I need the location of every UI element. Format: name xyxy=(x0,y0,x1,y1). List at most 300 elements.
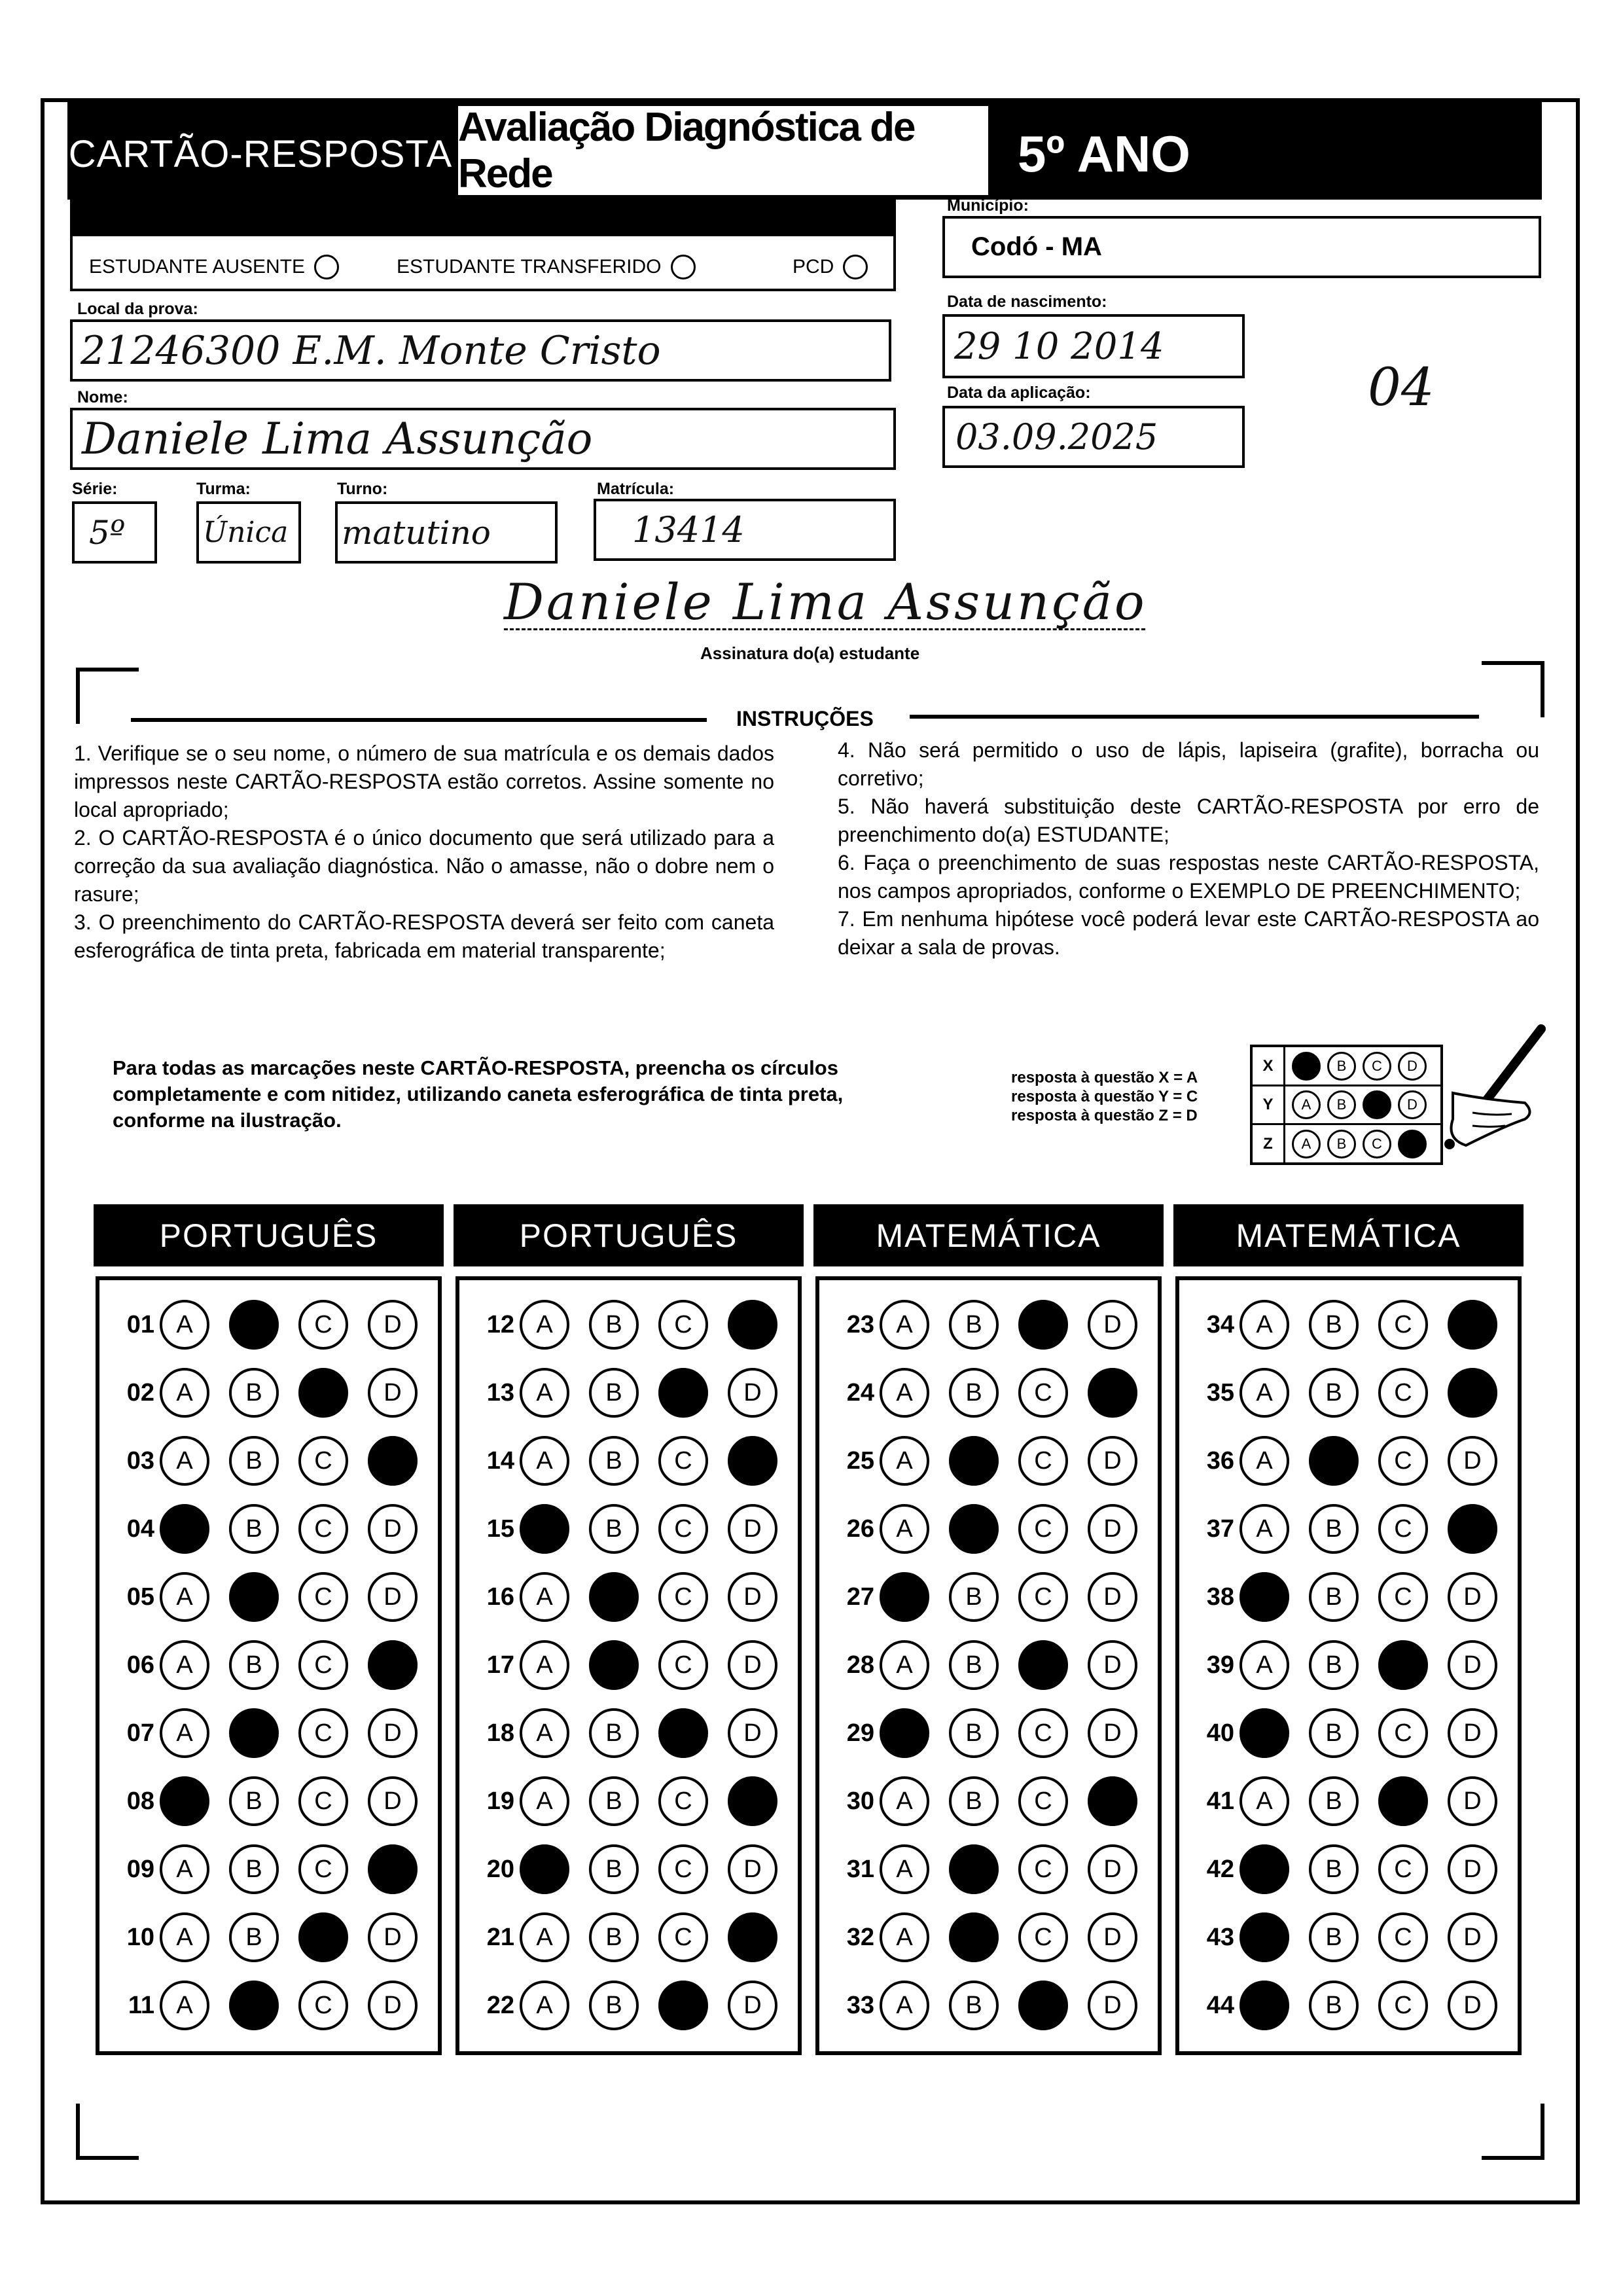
answer-bubble-b[interactable] xyxy=(949,1844,999,1894)
answer-bubble-d[interactable]: D xyxy=(728,1572,777,1622)
answer-bubble-d[interactable] xyxy=(728,1300,777,1350)
matricula-field[interactable] xyxy=(594,499,896,561)
answer-bubble-b[interactable]: B xyxy=(229,1436,279,1486)
nascimento-value: 29 10 2014 xyxy=(954,325,1164,368)
answer-bubble-d[interactable]: D xyxy=(1088,1572,1137,1622)
answer-bubble-c[interactable]: C xyxy=(1018,1708,1068,1758)
question-row xyxy=(1192,1300,1517,1350)
question-row xyxy=(1192,1981,1517,2030)
answer-bubble-b[interactable]: B xyxy=(1309,1981,1359,2030)
answer-bubble-d[interactable] xyxy=(1448,1300,1497,1350)
answer-bubble-a[interactable]: A xyxy=(520,1912,569,1962)
answer-bubble-c[interactable]: C xyxy=(1018,1504,1068,1554)
question-number: 11 xyxy=(128,1991,154,2019)
answer-bubble-a[interactable]: A xyxy=(880,1912,929,1962)
answer-bubble-b[interactable]: B xyxy=(229,1776,279,1826)
question-number: 24 xyxy=(846,1378,874,1407)
answer-bubble-b[interactable]: B xyxy=(589,1844,639,1894)
instructions-rule-left xyxy=(131,718,707,722)
answer-bubble-d[interactable]: D xyxy=(1088,1912,1137,1962)
answer-bubble-d[interactable]: D xyxy=(368,1572,418,1622)
question-row xyxy=(473,1640,797,1690)
question-number: 13 xyxy=(486,1378,514,1407)
answer-bubble-b[interactable]: B xyxy=(589,1368,639,1418)
question-row xyxy=(113,1640,437,1690)
answer-bubble-c[interactable]: C xyxy=(1378,1436,1428,1486)
transferred-radio[interactable] xyxy=(671,255,696,279)
answer-bubble-a[interactable] xyxy=(160,1776,209,1826)
answer-bubble-c[interactable]: C xyxy=(298,1504,348,1554)
question-row xyxy=(113,1912,437,1962)
handwritten-mark: 04 xyxy=(1368,357,1435,418)
answer-bubble-d[interactable] xyxy=(368,1436,418,1486)
answer-bubble-a[interactable]: A xyxy=(880,1776,929,1826)
question-number: 19 xyxy=(486,1787,514,1815)
nome-label: Nome: xyxy=(77,388,128,406)
answer-bubble-a[interactable]: A xyxy=(520,1640,569,1690)
question-number: 07 xyxy=(126,1719,154,1747)
answer-bubble-b[interactable] xyxy=(229,1981,279,2030)
answer-bubble-a[interactable]: A xyxy=(880,1640,929,1690)
answer-bubble-c[interactable]: C xyxy=(298,1981,348,2030)
question-number: 06 xyxy=(126,1651,154,1679)
answer-bubble-c[interactable]: C xyxy=(1378,1300,1428,1350)
example-bubble-c: C xyxy=(1363,1130,1391,1158)
answer-bubble-c[interactable] xyxy=(658,1708,708,1758)
question-row xyxy=(832,1368,1157,1418)
question-row xyxy=(473,1912,797,1962)
answer-bubble-b[interactable]: B xyxy=(949,1300,999,1350)
answer-bubble-b[interactable]: B xyxy=(589,1708,639,1758)
answer-bubble-d[interactable]: D xyxy=(368,1708,418,1758)
question-row xyxy=(113,1708,437,1758)
answer-bubble-c[interactable]: C xyxy=(298,1708,348,1758)
answer-bubble-a[interactable]: A xyxy=(160,1572,209,1622)
status-bar xyxy=(73,202,893,236)
answer-bubble-c[interactable]: C xyxy=(658,1504,708,1554)
answer-bubble-a[interactable]: A xyxy=(1240,1368,1289,1418)
answer-bubble-c[interactable]: C xyxy=(1018,1572,1068,1622)
answer-bubble-b[interactable]: B xyxy=(229,1504,279,1554)
answer-bubble-b[interactable]: B xyxy=(589,1776,639,1826)
pen-hand-icon xyxy=(1427,1021,1558,1152)
answer-bubble-a[interactable]: A xyxy=(1240,1504,1289,1554)
answer-bubble-b[interactable]: B xyxy=(949,1368,999,1418)
answer-bubble-b[interactable]: B xyxy=(949,1572,999,1622)
answer-bubble-c[interactable]: C xyxy=(298,1572,348,1622)
answer-bubble-c[interactable] xyxy=(298,1912,348,1962)
status-box xyxy=(70,200,896,291)
answer-bubble-b[interactable]: B xyxy=(589,1912,639,1962)
example-row xyxy=(1253,1086,1440,1125)
subject-panel xyxy=(455,1276,802,2055)
answer-bubble-c[interactable] xyxy=(1018,1640,1068,1690)
answer-bubble-b[interactable]: B xyxy=(229,1640,279,1690)
answer-bubble-d[interactable]: D xyxy=(728,1640,777,1690)
answer-bubble-d[interactable] xyxy=(1448,1368,1497,1418)
question-row xyxy=(473,1776,797,1826)
answer-bubble-d[interactable] xyxy=(1088,1368,1137,1418)
question-number: 05 xyxy=(126,1583,154,1611)
answer-bubble-b[interactable] xyxy=(589,1572,639,1622)
subject-panel xyxy=(815,1276,1162,2055)
answer-bubble-d[interactable]: D xyxy=(1088,1640,1137,1690)
question-row xyxy=(832,1300,1157,1350)
answer-bubble-d[interactable]: D xyxy=(1088,1504,1137,1554)
answer-bubble-c[interactable]: C xyxy=(658,1572,708,1622)
answer-bubble-a[interactable] xyxy=(520,1504,569,1554)
answer-bubble-d[interactable] xyxy=(368,1640,418,1690)
answer-bubble-b[interactable] xyxy=(229,1300,279,1350)
answer-bubble-c[interactable] xyxy=(658,1368,708,1418)
question-row xyxy=(832,1504,1157,1554)
question-number: 41 xyxy=(1206,1787,1234,1815)
answer-bubble-c[interactable]: C xyxy=(1378,1708,1428,1758)
turno-label: Turno: xyxy=(337,480,388,498)
answer-bubble-b[interactable]: B xyxy=(589,1436,639,1486)
question-row xyxy=(113,1572,437,1622)
question-number: 31 xyxy=(846,1855,874,1883)
answer-bubble-a[interactable]: A xyxy=(1240,1640,1289,1690)
answer-bubble-a[interactable]: A xyxy=(520,1776,569,1826)
answer-bubble-c[interactable]: C xyxy=(658,1300,708,1350)
question-number: 43 xyxy=(1206,1923,1234,1951)
instruction-item: 2. O CARTÃO-RESPOSTA é o único documento que será utilizado para a correção da sua avaliação diagnóstica. Não o amasse, não o dobre nem o rasure; xyxy=(74,826,774,906)
instructions-right xyxy=(838,736,1539,961)
answer-bubble-b[interactable]: B xyxy=(229,1912,279,1962)
answer-bubble-d[interactable]: D xyxy=(728,1368,777,1418)
transferred-label: ESTUDANTE TRANSFERIDO xyxy=(397,256,662,278)
answer-bubble-c[interactable]: C xyxy=(658,1844,708,1894)
answer-bubble-a[interactable] xyxy=(880,1708,929,1758)
answer-bubble-d[interactable]: D xyxy=(368,1300,418,1350)
question-number: 22 xyxy=(486,1991,514,2019)
answer-bubble-d[interactable] xyxy=(1448,1504,1497,1554)
answer-bubble-a[interactable]: A xyxy=(1240,1776,1289,1826)
local-label: Local da prova: xyxy=(77,300,198,318)
answer-bubble-d[interactable]: D xyxy=(728,1844,777,1894)
example-grid xyxy=(1250,1045,1443,1165)
nascimento-field[interactable] xyxy=(942,314,1245,378)
answer-bubble-d[interactable]: D xyxy=(368,1981,418,2030)
answer-bubble-a[interactable] xyxy=(1240,1572,1289,1622)
example-bubble-b: B xyxy=(1327,1090,1356,1119)
nascimento-label: Data de nascimento: xyxy=(947,293,1107,311)
answer-bubble-a[interactable]: A xyxy=(520,1300,569,1350)
question-number: 28 xyxy=(846,1651,874,1679)
example-bubble-d: D xyxy=(1398,1052,1427,1081)
turno-field[interactable] xyxy=(335,501,558,564)
answer-bubble-b[interactable]: B xyxy=(1309,1368,1359,1418)
answer-bubble-a[interactable] xyxy=(520,1844,569,1894)
answer-bubble-c[interactable]: C xyxy=(1378,1844,1428,1894)
answer-bubble-a[interactable]: A xyxy=(160,1640,209,1690)
instruction-item: 4. Não será permitido o uso de lápis, lapiseira (grafite), borracha ou corretivo; xyxy=(838,738,1539,790)
local-field[interactable] xyxy=(70,319,891,382)
answer-bubble-d[interactable]: D xyxy=(1448,1844,1497,1894)
answer-bubble-d[interactable]: D xyxy=(368,1776,418,1826)
answer-bubble-d[interactable]: D xyxy=(368,1504,418,1554)
answer-bubble-b[interactable]: B xyxy=(1309,1844,1359,1894)
answer-bubble-c[interactable]: C xyxy=(1018,1436,1068,1486)
answer-bubble-d[interactable] xyxy=(728,1776,777,1826)
answer-bubble-a[interactable]: A xyxy=(1240,1436,1289,1486)
answer-bubble-c[interactable]: C xyxy=(298,1640,348,1690)
question-number: 39 xyxy=(1206,1651,1234,1679)
answer-bubble-b[interactable] xyxy=(1309,1436,1359,1486)
answer-bubble-c[interactable] xyxy=(1378,1776,1428,1826)
answer-bubble-d[interactable]: D xyxy=(728,1981,777,2030)
example-row xyxy=(1253,1124,1440,1164)
answer-bubble-b[interactable]: B xyxy=(229,1368,279,1418)
answer-bubble-d[interactable] xyxy=(1088,1776,1137,1826)
signature: Daniele Lima Assunção xyxy=(504,573,1147,631)
answer-bubble-d[interactable]: D xyxy=(1448,1981,1497,2030)
answer-bubble-a[interactable]: A xyxy=(520,1708,569,1758)
question-row xyxy=(1192,1708,1517,1758)
answer-bubble-a[interactable] xyxy=(160,1504,209,1554)
answer-bubble-b[interactable]: B xyxy=(1309,1504,1359,1554)
question-number: 09 xyxy=(126,1855,154,1883)
answer-bubble-d[interactable]: D xyxy=(728,1708,777,1758)
subject-header: MATEMÁTICA xyxy=(813,1204,1164,1266)
question-row xyxy=(1192,1572,1517,1622)
answer-bubble-c[interactable] xyxy=(658,1981,708,2030)
example-question-label: Y xyxy=(1253,1086,1285,1123)
answer-bubble-a[interactable]: A xyxy=(880,1981,929,2030)
example-bubble-a: A xyxy=(1292,1130,1321,1158)
absent-radio[interactable] xyxy=(314,255,339,279)
pcd-option[interactable] xyxy=(793,255,868,279)
example-bubble-c xyxy=(1363,1090,1391,1119)
answer-bubble-c[interactable]: C xyxy=(658,1912,708,1962)
serie-value: 5º xyxy=(89,513,126,552)
answer-bubble-d[interactable]: D xyxy=(368,1368,418,1418)
question-row xyxy=(1192,1844,1517,1894)
answer-bubble-d[interactable] xyxy=(728,1912,777,1962)
answer-bubble-a[interactable]: A xyxy=(160,1844,209,1894)
subject-header: PORTUGUÊS xyxy=(454,1204,804,1266)
instructions-left xyxy=(74,740,774,965)
question-row xyxy=(473,1572,797,1622)
card-title: CARTÃO-RESPOSTA xyxy=(68,132,453,175)
question-number: 15 xyxy=(486,1515,514,1543)
answer-bubble-b[interactable]: B xyxy=(1309,1776,1359,1826)
answer-bubble-d[interactable]: D xyxy=(1088,1981,1137,2030)
answer-bubble-c[interactable]: C xyxy=(1378,1368,1428,1418)
answer-bubble-b[interactable]: B xyxy=(229,1844,279,1894)
answer-bubble-c[interactable]: C xyxy=(298,1300,348,1350)
answer-bubble-b[interactable]: B xyxy=(949,1981,999,2030)
corner-top-left xyxy=(76,668,139,724)
question-number: 30 xyxy=(846,1787,874,1815)
answer-bubble-c[interactable]: C xyxy=(1018,1368,1068,1418)
answer-bubble-d[interactable]: D xyxy=(728,1504,777,1554)
answer-bubble-b[interactable] xyxy=(229,1708,279,1758)
answer-bubble-d[interactable]: D xyxy=(1448,1640,1497,1690)
answer-bubble-c[interactable]: C xyxy=(658,1436,708,1486)
question-number: 38 xyxy=(1206,1583,1234,1611)
instruction-item: 6. Faça o preenchimento de suas respostas neste CARTÃO-RESPOSTA, nos campos apropriados, conforme o EXEMPLO DE PREENCHIMENTO; xyxy=(838,851,1539,903)
transferred-option[interactable] xyxy=(397,255,696,279)
question-number: 23 xyxy=(846,1310,874,1338)
question-row xyxy=(113,1300,437,1350)
answer-bubble-b[interactable]: B xyxy=(949,1776,999,1826)
answer-bubble-b[interactable]: B xyxy=(589,1981,639,2030)
turma-field[interactable] xyxy=(196,501,301,564)
answer-bubble-a[interactable]: A xyxy=(520,1436,569,1486)
answer-bubble-a[interactable]: A xyxy=(880,1300,929,1350)
example-bubble-b: B xyxy=(1327,1130,1356,1158)
answer-bubble-b[interactable]: B xyxy=(1309,1708,1359,1758)
answer-bubble-c[interactable] xyxy=(298,1368,348,1418)
answer-bubble-c[interactable]: C xyxy=(1378,1572,1428,1622)
subject-header: PORTUGUÊS xyxy=(94,1204,444,1266)
answer-bubble-a[interactable]: A xyxy=(160,1300,209,1350)
example-question-label: X xyxy=(1253,1047,1285,1085)
instructions-title: INSTRUÇÕES xyxy=(736,707,874,730)
question-row xyxy=(473,1844,797,1894)
answer-bubble-a[interactable]: A xyxy=(880,1844,929,1894)
question-number: 12 xyxy=(486,1310,514,1338)
answer-bubble-d[interactable]: D xyxy=(1088,1844,1137,1894)
answer-bubble-a[interactable]: A xyxy=(160,1912,209,1962)
answer-bubble-b[interactable]: B xyxy=(949,1640,999,1690)
example-bubble-d xyxy=(1398,1130,1427,1158)
answer-bubble-b[interactable]: B xyxy=(1309,1300,1359,1350)
question-number: 20 xyxy=(486,1855,514,1883)
question-number: 17 xyxy=(486,1651,514,1679)
answer-bubble-a[interactable] xyxy=(1240,1981,1289,2030)
answer-bubble-a[interactable]: A xyxy=(880,1504,929,1554)
answer-bubble-d[interactable]: D xyxy=(1448,1912,1497,1962)
question-row xyxy=(473,1504,797,1554)
pcd-radio[interactable] xyxy=(843,255,868,279)
serie-field[interactable] xyxy=(72,501,157,564)
absent-option[interactable] xyxy=(89,255,339,279)
answer-bubble-c[interactable]: C xyxy=(1018,1912,1068,1962)
answer-bubble-d[interactable]: D xyxy=(1448,1436,1497,1486)
answer-bubble-b[interactable] xyxy=(949,1504,999,1554)
answer-bubble-d[interactable]: D xyxy=(1448,1708,1497,1758)
answer-bubble-c[interactable]: C xyxy=(298,1844,348,1894)
answer-bubble-b[interactable]: B xyxy=(949,1708,999,1758)
answer-bubble-a[interactable] xyxy=(880,1572,929,1622)
answer-bubble-c[interactable]: C xyxy=(1378,1912,1428,1962)
answer-bubble-a[interactable] xyxy=(1240,1912,1289,1962)
subject-panel xyxy=(1175,1276,1522,2055)
question-row xyxy=(832,1981,1157,2030)
answer-bubble-b[interactable]: B xyxy=(589,1504,639,1554)
question-number: 08 xyxy=(126,1787,154,1815)
answer-bubble-d[interactable]: D xyxy=(1448,1572,1497,1622)
example-bubble-c: C xyxy=(1363,1052,1391,1081)
question-row xyxy=(473,1981,797,2030)
answer-bubble-d[interactable]: D xyxy=(1448,1776,1497,1826)
answer-bubble-a[interactable]: A xyxy=(880,1436,929,1486)
answer-bubble-d[interactable]: D xyxy=(1088,1300,1137,1350)
municipio-label: Município: xyxy=(947,196,1029,215)
aplicacao-field[interactable] xyxy=(942,406,1245,468)
signature-label: Assinatura do(a) estudante xyxy=(700,643,920,663)
question-row xyxy=(1192,1504,1517,1554)
answer-bubble-c[interactable] xyxy=(1018,1300,1068,1350)
answer-bubble-c[interactable]: C xyxy=(1018,1844,1068,1894)
example-row xyxy=(1253,1047,1440,1086)
municipio-field[interactable] xyxy=(942,216,1541,278)
aplicacao-value: 03.09.2025 xyxy=(955,416,1158,457)
answer-bubble-a[interactable]: A xyxy=(1240,1300,1289,1350)
answer-bubble-b[interactable] xyxy=(589,1640,639,1690)
answer-bubble-d[interactable] xyxy=(728,1436,777,1486)
answer-bubble-a[interactable] xyxy=(1240,1844,1289,1894)
example-bubble-d: D xyxy=(1398,1090,1427,1119)
question-number: 01 xyxy=(126,1310,154,1338)
answer-bubble-c[interactable]: C xyxy=(298,1776,348,1826)
answer-bubble-a[interactable]: A xyxy=(880,1368,929,1418)
question-row xyxy=(1192,1912,1517,1962)
nome-field[interactable] xyxy=(70,408,896,470)
example-text: Para todas as marcações neste CARTÃO-RESPOSTA, preencha os círculos completamente e com nitidez, utilizando caneta esferográfica de tinta preta, conforme na ilustração. xyxy=(113,1056,844,1132)
answer-bubble-c[interactable] xyxy=(1018,1981,1068,2030)
question-row xyxy=(113,1981,437,2030)
answer-bubble-c[interactable]: C xyxy=(1018,1776,1068,1826)
answer-bubble-a[interactable]: A xyxy=(160,1368,209,1418)
answer-bubble-c[interactable] xyxy=(1378,1640,1428,1690)
question-row xyxy=(113,1436,437,1486)
answer-bubble-b[interactable] xyxy=(229,1572,279,1622)
evaluation-title: Avaliação Diagnóstica de Rede xyxy=(458,106,988,195)
question-number: 37 xyxy=(1206,1515,1234,1543)
answer-bubble-d[interactable]: D xyxy=(368,1912,418,1962)
answer-bubble-a[interactable] xyxy=(1240,1708,1289,1758)
answer-bubble-b[interactable] xyxy=(949,1436,999,1486)
answer-bubble-b[interactable]: B xyxy=(1309,1912,1359,1962)
answer-bubble-c[interactable]: C xyxy=(1378,1981,1428,2030)
answer-bubble-a[interactable]: A xyxy=(520,1572,569,1622)
answer-bubble-d[interactable] xyxy=(368,1844,418,1894)
example-legend-item: resposta à questão X = A xyxy=(1011,1069,1198,1086)
answer-bubble-c[interactable]: C xyxy=(658,1640,708,1690)
answer-bubble-c[interactable]: C xyxy=(298,1436,348,1486)
answer-bubble-a[interactable]: A xyxy=(160,1708,209,1758)
question-row xyxy=(113,1844,437,1894)
example-legend-item: resposta à questão Z = D xyxy=(1011,1107,1198,1124)
answer-bubble-b[interactable]: B xyxy=(1309,1640,1359,1690)
question-number: 04 xyxy=(126,1515,154,1543)
answer-bubble-a[interactable]: A xyxy=(160,1981,209,2030)
answer-bubble-b[interactable]: B xyxy=(589,1300,639,1350)
answer-bubble-c[interactable]: C xyxy=(658,1776,708,1826)
answer-bubble-c[interactable]: C xyxy=(1378,1504,1428,1554)
grade-title: 5º ANO xyxy=(1018,124,1190,183)
question-row xyxy=(832,1708,1157,1758)
question-number: 44 xyxy=(1206,1991,1234,2019)
answer-bubble-d[interactable]: D xyxy=(1088,1708,1137,1758)
question-number: 33 xyxy=(846,1991,874,2019)
answer-bubble-d[interactable]: D xyxy=(1088,1436,1137,1486)
answer-bubble-b[interactable]: B xyxy=(1309,1572,1359,1622)
answer-bubble-a[interactable]: A xyxy=(520,1981,569,2030)
question-row xyxy=(113,1504,437,1554)
answer-bubble-a[interactable]: A xyxy=(160,1436,209,1486)
example-bubble-b: B xyxy=(1327,1052,1356,1081)
answer-bubble-b[interactable] xyxy=(949,1912,999,1962)
question-number: 14 xyxy=(486,1446,514,1475)
absent-label: ESTUDANTE AUSENTE xyxy=(89,256,306,278)
question-row xyxy=(113,1776,437,1826)
answer-bubble-a[interactable]: A xyxy=(520,1368,569,1418)
